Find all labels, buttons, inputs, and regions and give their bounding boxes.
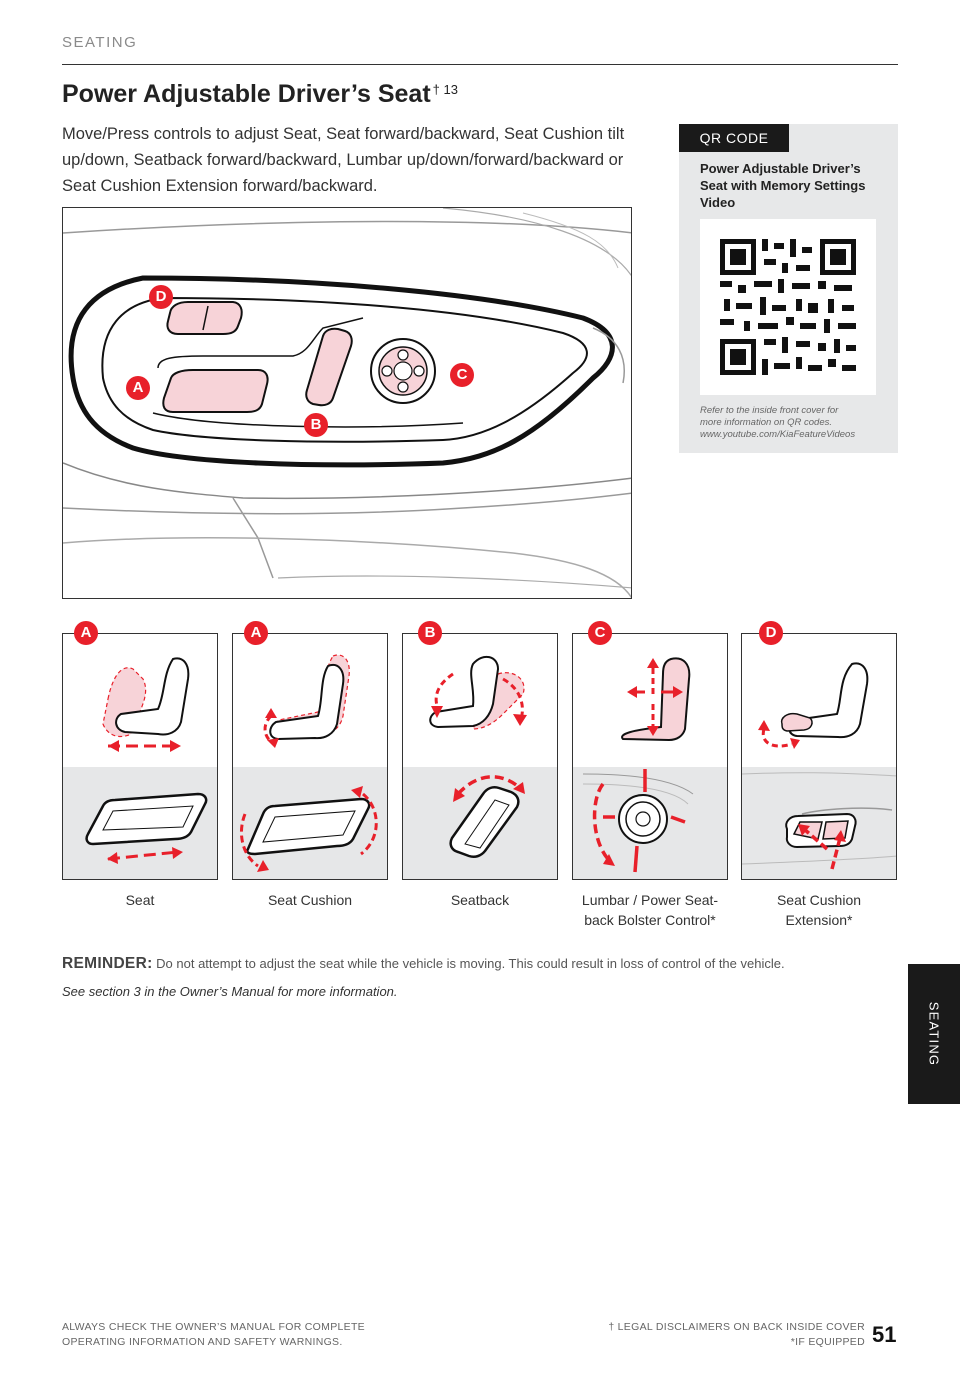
page-title: [62, 80, 458, 109]
see-section-note: See section 3 in the Owner’s Manual for more information.: [62, 984, 398, 999]
seat-cushion-tilt-diagram: [233, 634, 388, 880]
panel-cushion-extension: [741, 633, 897, 880]
caption-extension-line-2: Extension*: [785, 912, 853, 928]
panel-seat: [62, 633, 218, 880]
footer-left-line-2: OPERATING INFORMATION AND SAFETY WARNINGS.: [62, 1336, 343, 1348]
panel-seat-cushion: [232, 633, 388, 880]
seatback-recline-diagram: [403, 634, 558, 880]
caption-seatback-line-1: Seatback: [450, 892, 510, 908]
footer-right-line-2: *IF EQUIPPED: [790, 1336, 865, 1348]
page-title-text: Power Adjustable Driver’s Seat: [62, 80, 431, 108]
lumbar-control-diagram: [573, 634, 728, 880]
caption-seat-cushion-line-1: Seat Cushion: [267, 892, 353, 908]
qr-video-title: Power Adjustable Driver’s Seat with Memory Settings Video: [700, 161, 866, 210]
side-tab-label: SEATING: [926, 1001, 942, 1067]
caption-cushion-extension: [734, 890, 904, 930]
panel-badge-2: A: [244, 621, 268, 645]
panel-seatback: [402, 633, 558, 880]
section-label: SEATING: [62, 34, 138, 51]
caption-lumbar: [565, 890, 735, 930]
title-footnote-marker: † 13: [432, 82, 458, 97]
caption-lumbar-line-1: Lumbar / Power Seat-: [581, 892, 719, 908]
side-tab-seating[interactable]: [908, 964, 960, 1104]
caption-lumbar-line-2: back Bolster Control*: [584, 912, 716, 928]
panel-lumbar: [572, 633, 728, 880]
callout-a: A: [126, 376, 150, 400]
qr-code-image: [700, 219, 876, 395]
reminder-text: Do not attempt to adjust the seat while the vehicle is moving. This could result in loss of control of the vehicle.: [156, 956, 785, 971]
panel-badge-4: C: [588, 621, 612, 645]
seat-controls-illustration: [62, 207, 632, 599]
panel-badge-5: D: [759, 621, 783, 645]
qr-note-line-1: Refer to the inside front cover for: [700, 405, 839, 416]
caption-seat-cushion: [225, 890, 395, 910]
qr-note: [700, 405, 890, 441]
door-panel-drawing: [63, 208, 632, 599]
qr-code-icon: [700, 219, 876, 395]
footer-right-line-1: † LEGAL DISCLAIMERS ON BACK INSIDE COVER: [608, 1321, 865, 1333]
intro-paragraph: Move/Press controls to adjust Seat, Seat forward/backward, Seat Cushion tilt up/down, Seatback forward/backward, Lumbar up/down/forward/backward or Seat Cushion Extension forward/backward.: [62, 125, 625, 195]
qr-note-line-2: more information on QR codes.: [700, 417, 833, 428]
caption-seatback: [395, 890, 565, 910]
footer-disclaimers: [520, 1320, 865, 1350]
footer-left-line-1: ALWAYS CHECK THE OWNER’S MANUAL FOR COMPLETE: [62, 1321, 365, 1333]
reminder-label: REMINDER:: [62, 955, 153, 972]
callout-b: B: [304, 413, 328, 437]
qr-tag: QR CODE: [679, 124, 789, 152]
panel-badge-3: B: [418, 621, 442, 645]
qr-note-line-3: www.youtube.com/KiaFeatureVideos: [700, 429, 856, 440]
callout-c: C: [450, 363, 474, 387]
callout-d: D: [149, 285, 173, 309]
header-divider: [62, 64, 898, 65]
caption-seat-line-1: Seat: [125, 892, 155, 908]
seat-slide-diagram: [63, 634, 218, 880]
caption-seat: [55, 890, 225, 910]
footer-warning: [62, 1320, 365, 1350]
panel-badge-1: A: [74, 621, 98, 645]
reminder-note: [62, 955, 785, 973]
caption-extension-line-1: Seat Cushion: [776, 892, 862, 908]
page-number: 51: [872, 1322, 897, 1347]
cushion-extension-diagram: [742, 634, 897, 880]
